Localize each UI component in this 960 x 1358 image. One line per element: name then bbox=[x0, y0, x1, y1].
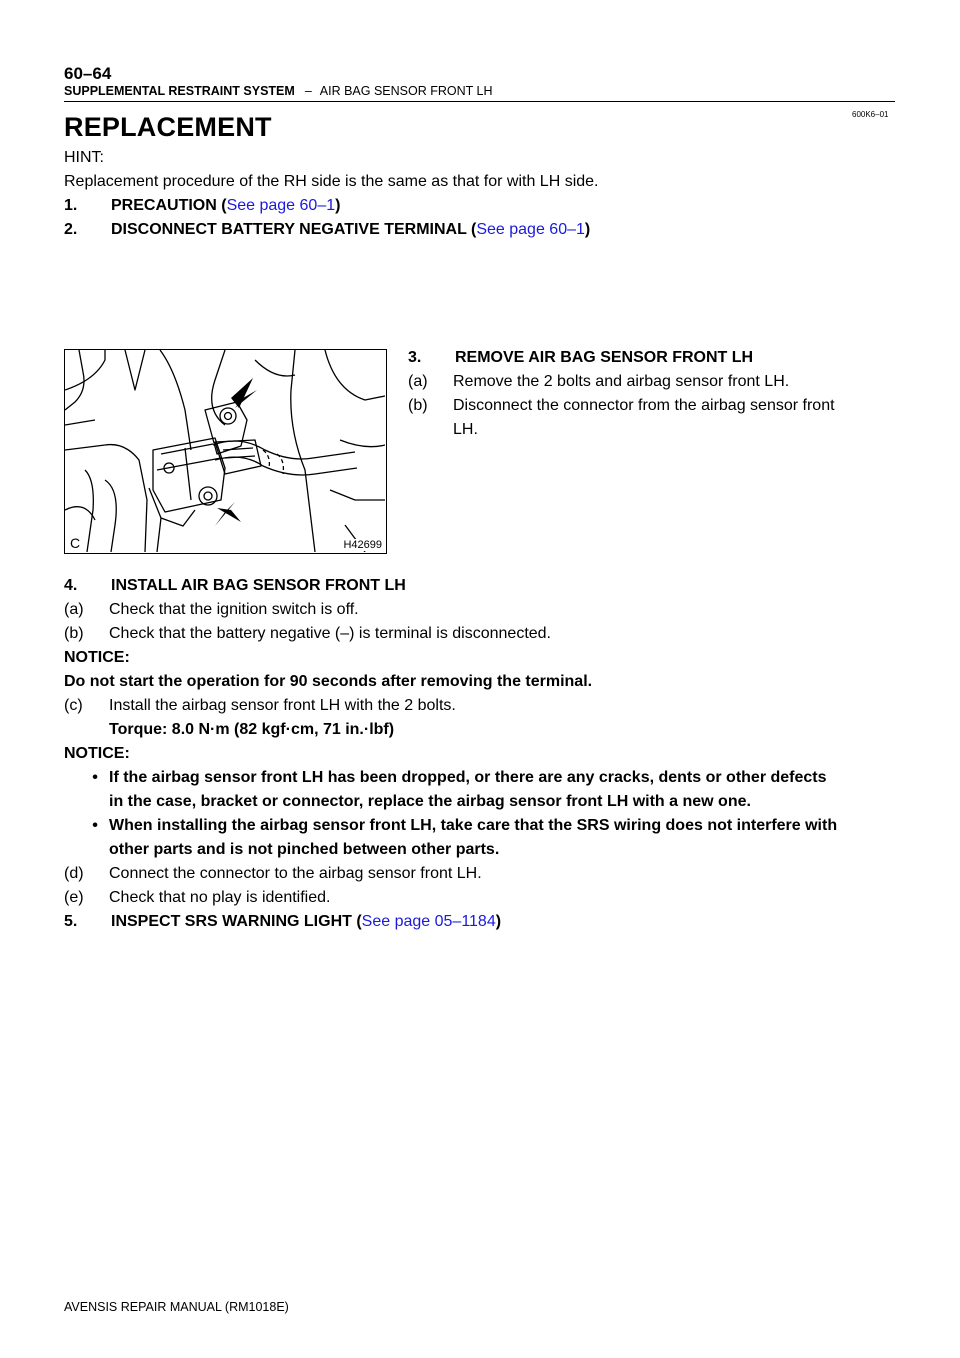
torque-spec: Torque: 8.0 N·m (82 kgf·cm, 71 in.·lbf) bbox=[109, 721, 395, 738]
notice-text: Do not start the operation for 90 seconds after removing the terminal. bbox=[64, 673, 593, 690]
section-title: SUPPLEMENTAL RESTRAINT SYSTEM bbox=[64, 84, 295, 98]
notice-label: NOTICE: bbox=[64, 745, 130, 762]
step-3 bbox=[408, 346, 753, 370]
bullet-glyph: • bbox=[92, 817, 98, 834]
substep-label: (a) bbox=[408, 373, 428, 390]
step-number: 5. bbox=[64, 913, 78, 930]
figure-id: H42699 bbox=[343, 539, 382, 551]
step-number: 4. bbox=[64, 577, 78, 594]
document-code: 600K6–01 bbox=[852, 110, 889, 119]
substep-label: (c) bbox=[64, 697, 83, 714]
substep-label: (d) bbox=[64, 865, 84, 882]
notice-bullet-2-continued: other parts and is not pinched between other parts. bbox=[109, 841, 500, 858]
step-text: INSTALL AIR BAG SENSOR FRONT LH bbox=[111, 577, 406, 594]
substep-text: Check that the ignition switch is off. bbox=[109, 601, 359, 618]
substep-text: Remove the 2 bolts and airbag sensor front LH. bbox=[453, 373, 790, 390]
manual-footer: AVENSIS REPAIR MANUAL (RM1018E) bbox=[64, 1300, 289, 1314]
substep-3b-continued: LH. bbox=[453, 421, 478, 438]
see-page-link[interactable]: See page 60–1 bbox=[476, 221, 585, 238]
substep-4b bbox=[64, 622, 551, 646]
step-number: 2. bbox=[64, 221, 78, 238]
substep-text: Disconnect the connector from the airbag sensor front bbox=[453, 397, 835, 414]
see-page-link[interactable]: See page 05–1184 bbox=[361, 913, 496, 930]
step-text: PRECAUTION ( bbox=[111, 197, 227, 214]
hint-text: Replacement procedure of the RH side is the same as that for with LH side. bbox=[64, 173, 599, 190]
sensor-illustration bbox=[64, 349, 387, 554]
substep-4a bbox=[64, 598, 359, 622]
header-separator: – bbox=[304, 84, 312, 98]
sensor-drawing bbox=[65, 350, 385, 552]
figure-corner-label: C bbox=[70, 535, 81, 551]
step-text: DISCONNECT BATTERY NEGATIVE TERMINAL ( bbox=[111, 221, 477, 238]
substep-label: (b) bbox=[408, 397, 428, 414]
step-4 bbox=[64, 574, 406, 598]
bullet-text: If the airbag sensor front LH has been dropped, or there are any cracks, dents or other defects bbox=[109, 769, 827, 786]
substep-text: Connect the connector to the airbag sensor front LH. bbox=[109, 865, 482, 882]
substep-4c bbox=[64, 694, 456, 718]
step-text: INSPECT SRS WARNING LIGHT ( bbox=[111, 913, 362, 930]
substep-text: Check that no play is identified. bbox=[109, 889, 331, 906]
subsection-title: AIR BAG SENSOR FRONT LH bbox=[319, 84, 493, 98]
step-number: 1. bbox=[64, 197, 78, 214]
step-close: ) bbox=[495, 913, 502, 930]
substep-4e bbox=[64, 886, 330, 910]
notice-bullet-1-continued: in the case, bracket or connector, replace the airbag sensor front LH with a new one. bbox=[109, 793, 751, 810]
running-header bbox=[64, 84, 492, 98]
step-number: 3. bbox=[408, 349, 422, 366]
step-5 bbox=[64, 910, 501, 934]
page-number: 60–64 bbox=[64, 64, 112, 83]
step-close: ) bbox=[335, 197, 341, 214]
notice-bullet-1 bbox=[81, 766, 827, 790]
substep-label: (e) bbox=[64, 889, 84, 906]
notice-bullet-2 bbox=[81, 814, 837, 838]
page-title: REPLACEMENT bbox=[64, 112, 272, 142]
substep-3a bbox=[408, 370, 789, 394]
substep-4d bbox=[64, 862, 482, 886]
step-text: REMOVE AIR BAG SENSOR FRONT LH bbox=[455, 349, 754, 366]
bullet-text: When installing the airbag sensor front LH, take care that the SRS wiring does not interfere with bbox=[109, 817, 838, 834]
step-2 bbox=[64, 218, 590, 242]
substep-text: Check that the battery negative (–) is terminal is disconnected. bbox=[109, 625, 551, 642]
header-rule bbox=[64, 101, 895, 102]
hint-label: HINT: bbox=[64, 149, 104, 166]
see-page-link[interactable]: See page 60–1 bbox=[226, 197, 336, 214]
notice-label: NOTICE: bbox=[64, 649, 130, 666]
substep-3b bbox=[408, 394, 835, 418]
step-close: ) bbox=[584, 221, 591, 238]
substep-label: (a) bbox=[64, 601, 84, 618]
substep-text: Install the airbag sensor front LH with the 2 bolts. bbox=[109, 697, 456, 714]
step-1 bbox=[64, 194, 340, 218]
substep-label: (b) bbox=[64, 625, 84, 642]
bullet-glyph: • bbox=[92, 769, 98, 786]
